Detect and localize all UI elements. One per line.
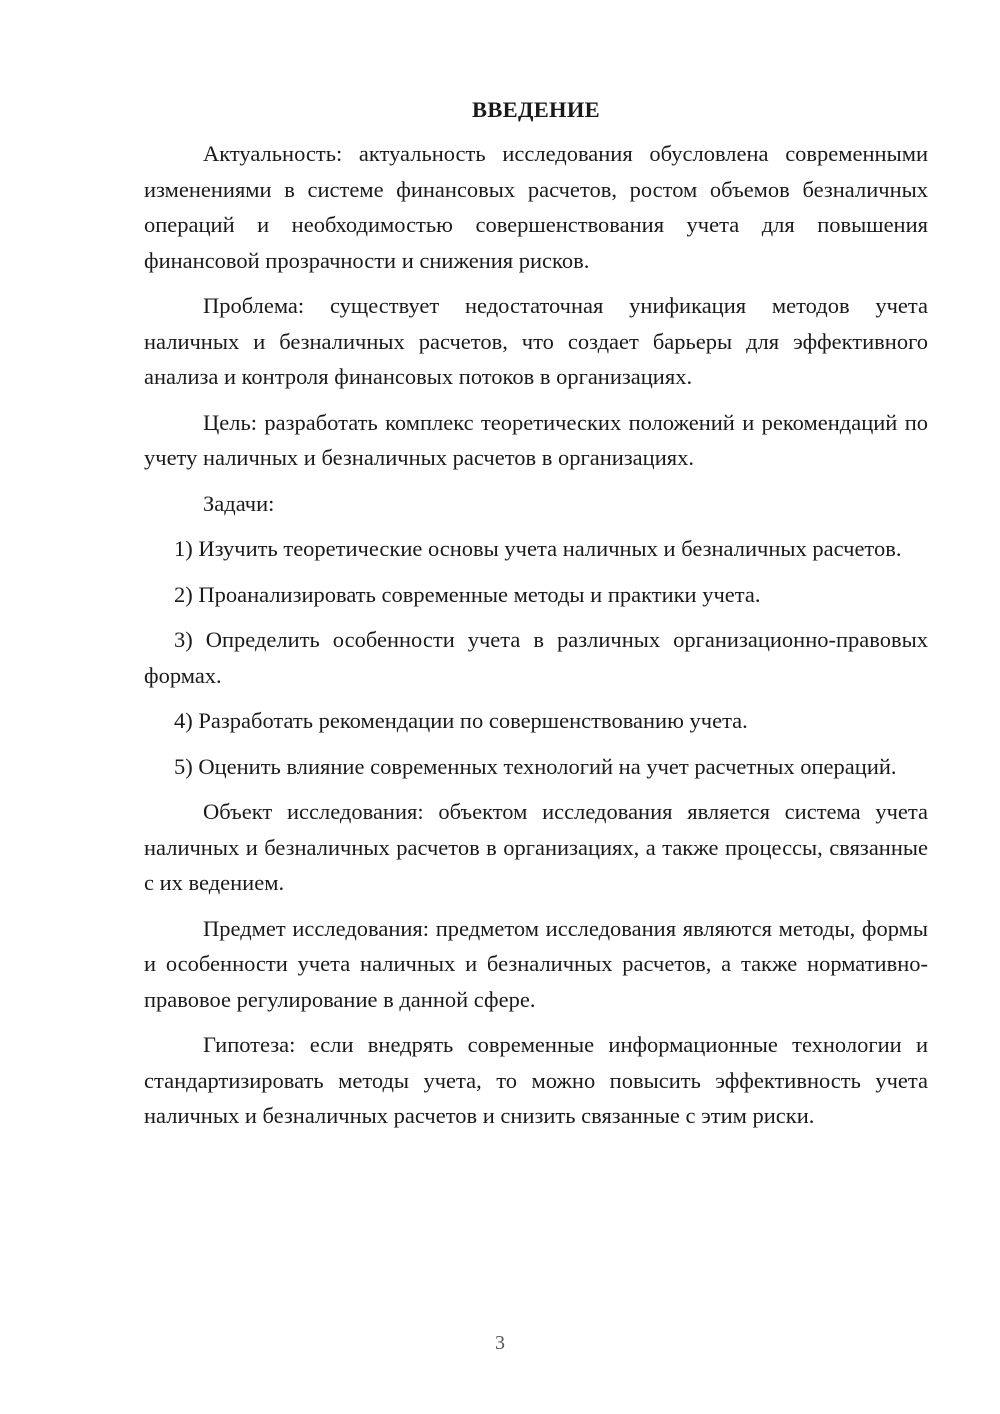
page-number: 3 xyxy=(495,1332,505,1354)
task-item-5: 5) Оценить влияние современных технологий на учет расчетных операций. xyxy=(174,753,897,779)
section-title: ВВЕДЕНИЕ xyxy=(472,97,600,122)
paragraph-relevance: Актуальность: актуальность исследования обусловлена современными изменениями в системе финансовых расчетов, ростом объемов безналичных операций и необходимостью совершенствования учета для повышения финансовой прозрачности и снижения рисков. xyxy=(144,141,928,273)
task-item-4: 4) Разработать рекомендации по совершенствованию учета. xyxy=(174,708,748,733)
document-body xyxy=(144,92,928,1144)
paragraph-object: Объект исследования: объектом исследования является система учета наличных и безналичных расчетов в организациях, а также процессы, связанные с их ведением. xyxy=(144,799,928,895)
task-item-3: 3) Определить особенности учета в различных организационно-правовых формах. xyxy=(144,627,928,688)
task-item-2: 2) Проанализировать современные методы и практики учета. xyxy=(174,581,761,607)
task-item-1: 1) Изучить теоретические основы учета наличных и безналичных расчетов. xyxy=(174,536,902,561)
paragraph-problem: Проблема: существует недостаточная унификация методов учета наличных и безналичных расчетов, что создает барьеры для эффективного анализа и контроля финансовых потоков в организациях. xyxy=(144,293,928,389)
paragraph-goal: Цель: разработать комплекс теоретических положений и рекомендаций по учету наличных и безналичных расчетов в организациях. xyxy=(144,409,928,470)
paragraph-subject: Предмет исследования: предметом исследования являются методы, формы и особенности учета наличных и безналичных расчетов, а также нормативно-правовое регулирование в данной сфере. xyxy=(144,915,928,1012)
paragraph-hypothesis: Гипотеза: если внедрять современные информационные технологии и стандартизировать методы учета, то можно повысить эффективность учета наличных и безналичных расчетов и снизить связанные с этим риски. xyxy=(144,1032,928,1128)
tasks-heading: Задачи: xyxy=(203,490,275,516)
